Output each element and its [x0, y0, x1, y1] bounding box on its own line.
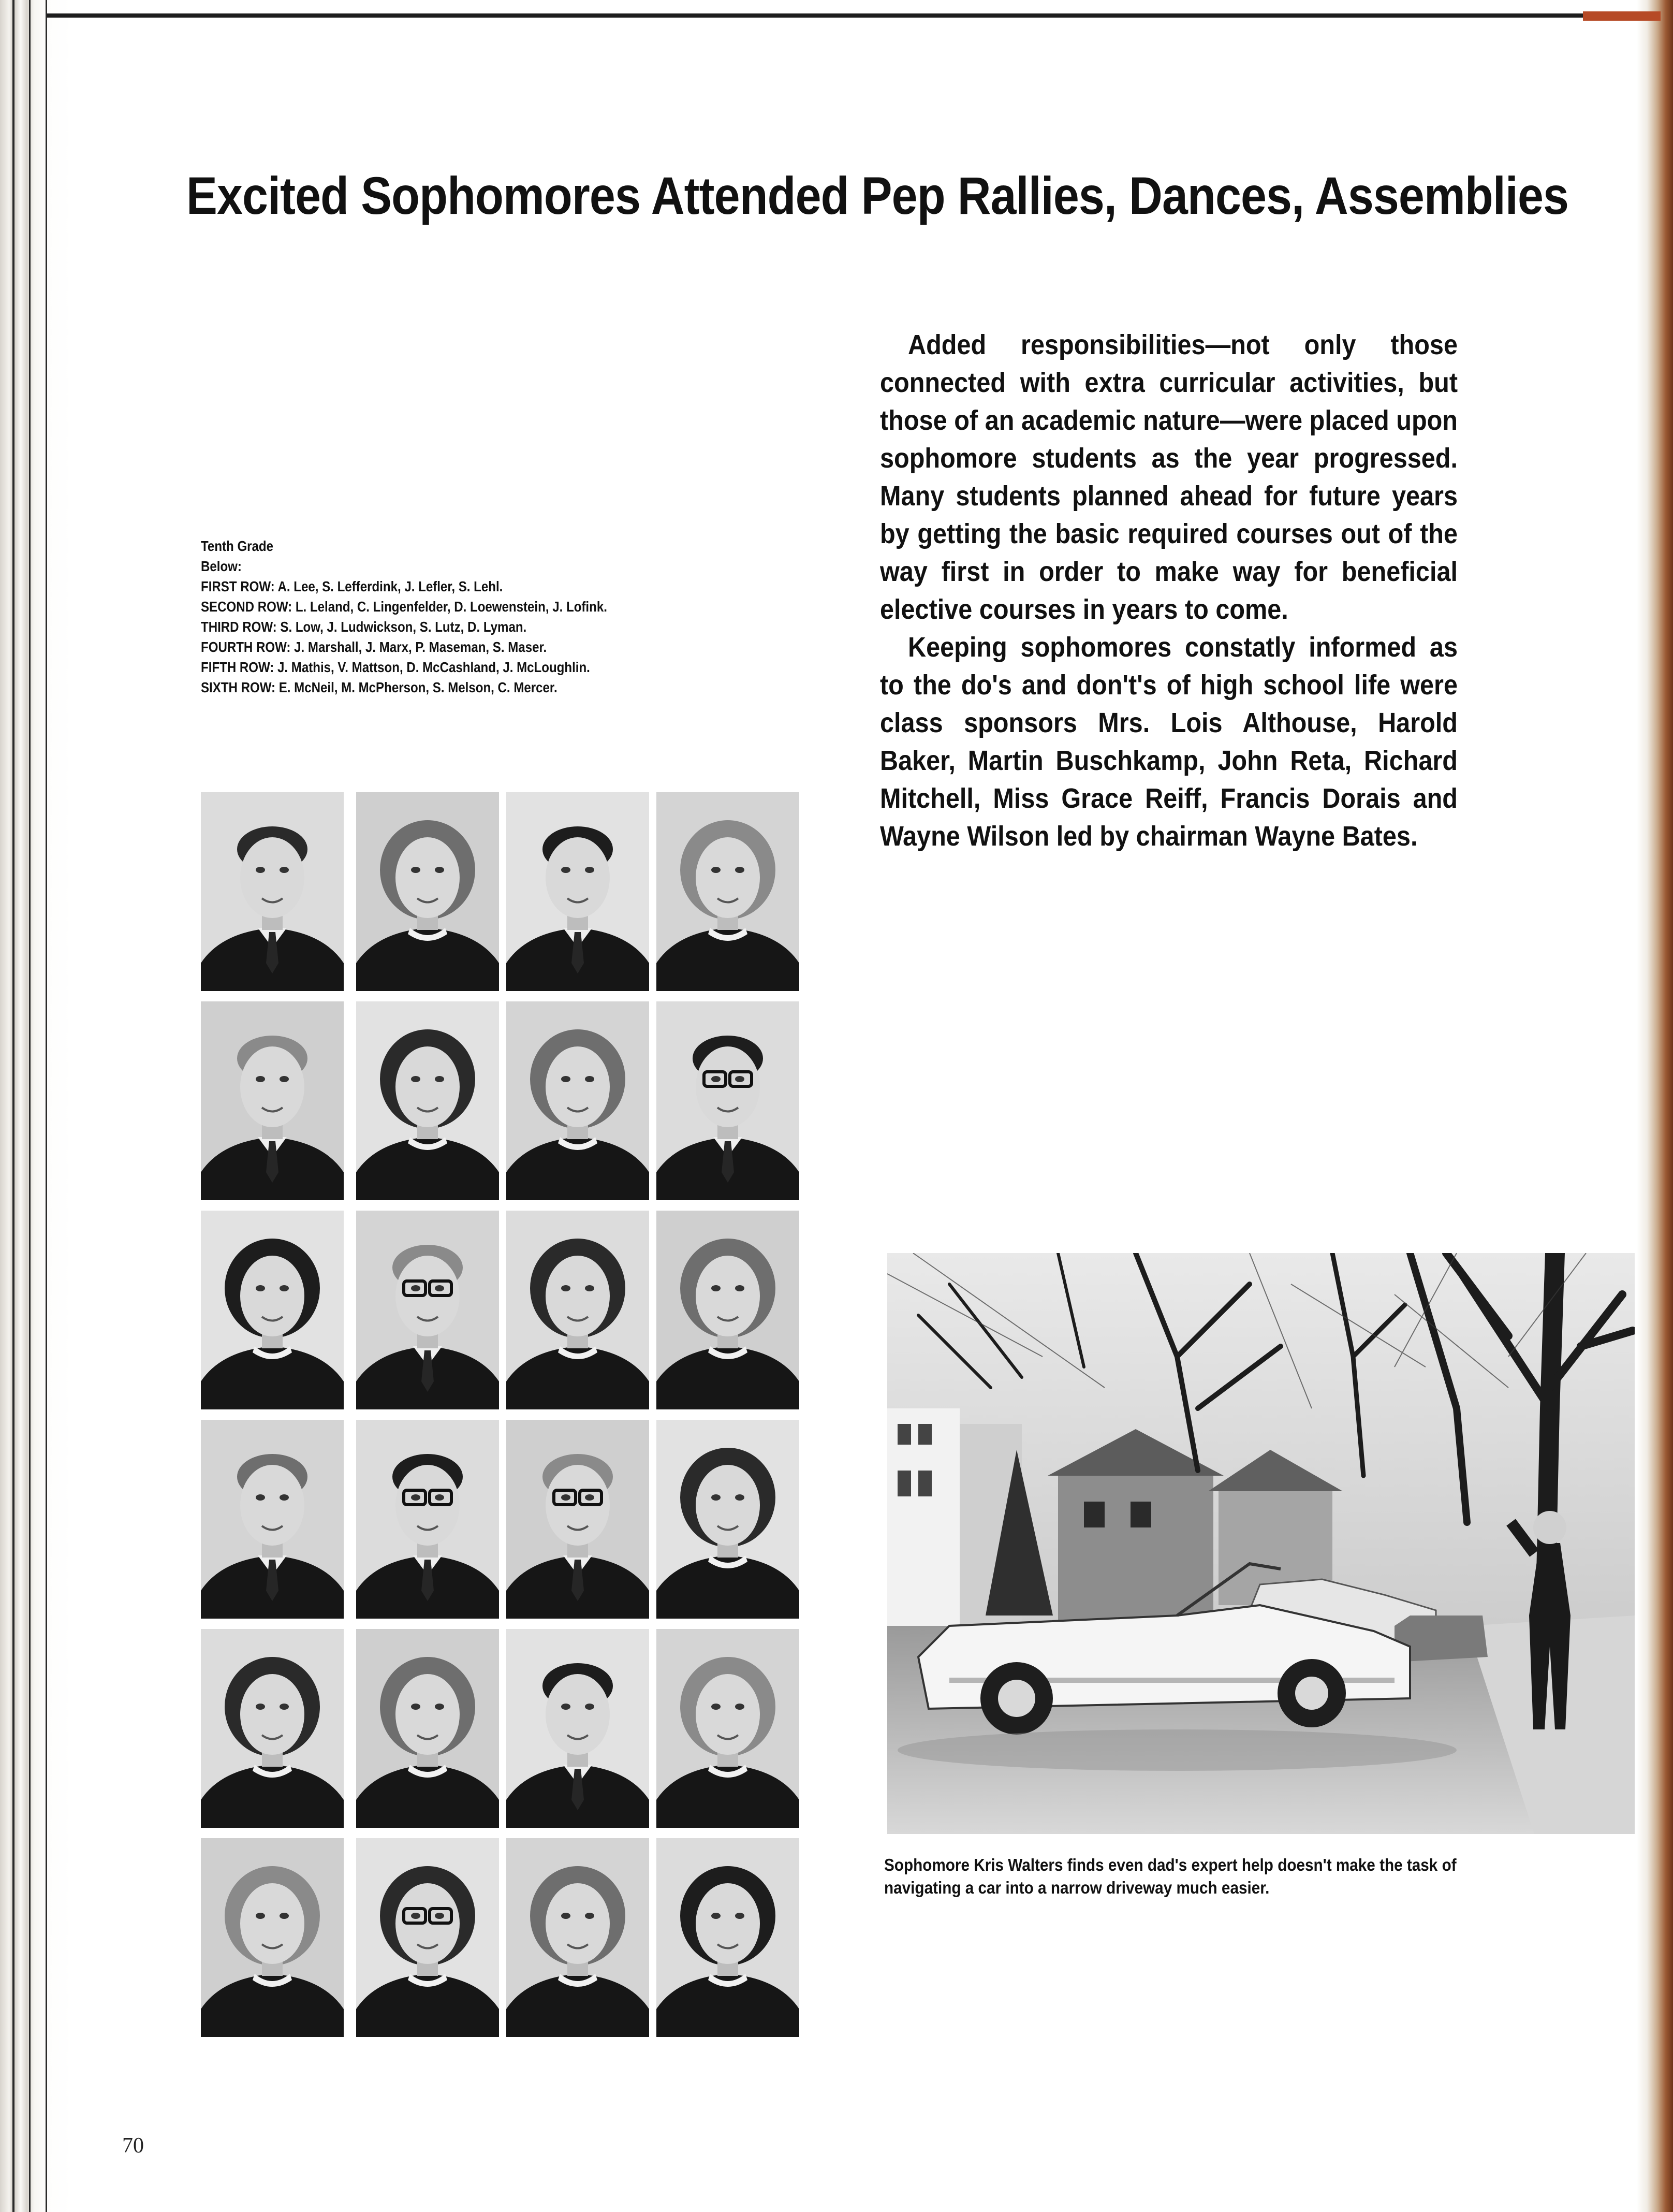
student-portrait [506, 792, 649, 991]
article-paragraph: Keeping sophomores constatly informed as to the do's and don't's of high school life were class sponsors Mrs. Lois Althouse, Harold Baker, Martin Buschkamp, John Reta, Richard Mitchell, Miss Grace Reiff, Francis Dorais and Wayne Wilson led by chairman Wayne Bates. [880, 632, 1458, 852]
roster-row: FIRST ROW: A. Lee, S. Lefferdink, J. Lefler, S. Lehl. [201, 578, 503, 594]
student-portrait [201, 1001, 344, 1200]
student-portrait [356, 1211, 499, 1409]
student-portrait [356, 1420, 499, 1619]
driveway-photo-image [887, 1253, 1635, 1834]
book-binding-left [0, 0, 72, 2212]
top-edge-rule [47, 13, 1641, 18]
portrait-grid [201, 792, 801, 2035]
student-portrait [356, 792, 499, 991]
article-paragraph: Added responsibilities—not only those connected with extra curricular activities, but those of an academic nature—were placed upon sophomore students as the year progressed. Many students planned ahead for future years by getting the basic required courses out of the way first in order to make way for beneficial elective courses in years to come. [880, 329, 1458, 625]
photo-caption: Sophomore Kris Walters finds even dad's expert help doesn't make the task of navigating a car into a narrow driveway much easier. [884, 1855, 1457, 1897]
roster-direction: Below: [201, 558, 242, 574]
page-number: 70 [122, 2134, 144, 2158]
student-portrait [201, 1420, 344, 1619]
book-binding-right [1637, 0, 1673, 2212]
student-portrait [506, 1838, 649, 2037]
binding-line [12, 0, 14, 2212]
student-portrait [506, 1211, 649, 1409]
student-portrait [656, 792, 799, 991]
student-portrait [656, 1211, 799, 1409]
student-portrait [656, 1838, 799, 2037]
class-roster [201, 536, 713, 697]
student-portrait [201, 1629, 344, 1828]
roster-row: THIRD ROW: S. Low, J. Ludwickson, S. Lutz, D. Lyman. [201, 619, 527, 635]
student-portrait [356, 1629, 499, 1828]
binding-line [46, 0, 47, 2212]
student-portrait [201, 1838, 344, 2037]
student-portrait [656, 1420, 799, 1619]
student-portrait [506, 1420, 649, 1619]
binding-accent [1583, 11, 1661, 21]
student-portrait [356, 1001, 499, 1200]
roster-row: FIFTH ROW: J. Mathis, V. Mattson, D. McCashland, J. McLoughlin. [201, 659, 590, 675]
roster-row: SECOND ROW: L. Leland, C. Lingenfelder, D. Loewenstein, J. Lofink. [201, 599, 607, 615]
student-portrait [356, 1838, 499, 2037]
student-portrait [201, 792, 344, 991]
page-title: Excited Sophomores Attended Pep Rallies, Dances, Assemblies [186, 166, 1569, 225]
student-portrait [201, 1211, 344, 1409]
student-portrait [506, 1629, 649, 1828]
student-portrait [656, 1001, 799, 1200]
roster-row: SIXTH ROW: E. McNeil, M. McPherson, S. Melson, C. Mercer. [201, 679, 557, 695]
article-body [880, 326, 1458, 855]
roster-row: FOURTH ROW: J. Marshall, J. Marx, P. Maseman, S. Maser. [201, 639, 547, 655]
binding-line [29, 0, 31, 2212]
candid-photo-driveway [887, 1253, 1635, 1834]
roster-heading: Tenth Grade [201, 538, 274, 554]
student-portrait [506, 1001, 649, 1200]
student-portrait [656, 1629, 799, 1828]
